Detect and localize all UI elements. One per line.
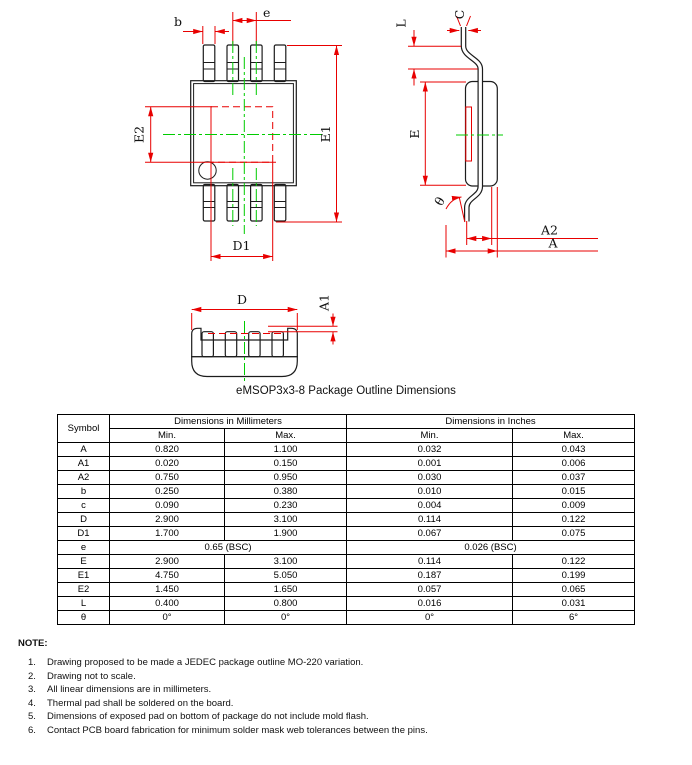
- table-cell: b: [58, 485, 110, 499]
- table-cell: 1.700: [110, 527, 225, 541]
- package-body-top-view: [191, 81, 297, 186]
- table-cell: 0.067: [347, 527, 513, 541]
- note-item: [18, 670, 428, 684]
- table-row: [58, 513, 635, 527]
- dim-label-C: C: [452, 9, 467, 20]
- table-row: [58, 527, 635, 541]
- exposed-pad-side: [466, 107, 472, 161]
- table-cell: 0.950: [225, 471, 347, 485]
- table-cell: 0.057: [347, 583, 513, 597]
- table-cell: 6°: [513, 611, 635, 625]
- note-text: Drawing proposed to be made a JEDEC package outline MO-220 variation.: [47, 657, 364, 668]
- dimension-e: [233, 12, 291, 44]
- dim-label-A2: A2: [541, 222, 558, 238]
- table-row: [58, 555, 635, 569]
- table-cell: 0.199: [513, 569, 635, 583]
- notes-list: [18, 656, 428, 737]
- table-cell: 0.065: [513, 583, 635, 597]
- table-cell: 0.750: [110, 471, 225, 485]
- side-view: [394, 10, 599, 258]
- table-cell: 0.800: [225, 597, 347, 611]
- table-cell: 2.900: [110, 513, 225, 527]
- table-header-row: [58, 415, 635, 429]
- package-drawings: [0, 0, 692, 382]
- table-cell: 0.090: [110, 499, 225, 513]
- header-millimeters: Dimensions in Millimeters: [110, 415, 347, 429]
- table-cell: E1: [58, 569, 110, 583]
- dimension-E: [420, 82, 466, 185]
- dim-label-E1: E1: [318, 125, 333, 143]
- header-in-max: Max.: [513, 429, 635, 443]
- table-cell: 0.380: [225, 485, 347, 499]
- page-title: eMSOP3x3-8 Package Outline Dimensions: [236, 385, 456, 397]
- header-mm-min: Min.: [110, 429, 225, 443]
- header-symbol: Symbol: [58, 415, 110, 443]
- table-cell: 0.122: [513, 513, 635, 527]
- table-cell: 0.015: [513, 485, 635, 499]
- table-cell: 0°: [225, 611, 347, 625]
- table-cell: E2: [58, 583, 110, 597]
- dim-label-theta: θ: [431, 194, 448, 209]
- dim-label-E: E: [407, 129, 422, 139]
- table-cell: A: [58, 443, 110, 457]
- table-cell: 0.400: [110, 597, 225, 611]
- table-cell: 0.037: [513, 471, 635, 485]
- dim-label-L: L: [393, 19, 409, 28]
- table-cell: 0°: [110, 611, 225, 625]
- table-cell: 0.026 (BSC): [347, 541, 635, 555]
- table-cell: 3.100: [225, 513, 347, 527]
- table-cell: 0.009: [513, 499, 635, 513]
- table-cell: 0.032: [347, 443, 513, 457]
- leads-front-view: [202, 332, 283, 357]
- table-cell: 0.006: [513, 457, 635, 471]
- table-cell: 2.900: [110, 555, 225, 569]
- table-cell: 1.100: [225, 443, 347, 457]
- table-cell: 0.114: [347, 513, 513, 527]
- table-cell: 0.043: [513, 443, 635, 457]
- table-cell: 0.001: [347, 457, 513, 471]
- dim-label-b: b: [174, 14, 183, 29]
- header-mm-max: Max.: [225, 429, 347, 443]
- table-cell: e: [58, 541, 110, 555]
- table-cell: 0.020: [110, 457, 225, 471]
- header-in-min: Min.: [347, 429, 513, 443]
- table-cell: 0°: [347, 611, 513, 625]
- notes-heading: NOTE:: [18, 638, 48, 649]
- table-cell: 0.187: [347, 569, 513, 583]
- note-number: 2.: [28, 670, 36, 682]
- dimension-A2: [467, 187, 598, 245]
- note-number: 6.: [28, 724, 36, 736]
- note-text: Contact PCB board fabrication for minimum solder mask web tolerances between the pins.: [47, 724, 428, 736]
- table-cell: 1.450: [110, 583, 225, 597]
- table-cell: 1.650: [225, 583, 347, 597]
- dim-label-A1: A1: [316, 294, 332, 311]
- table-cell: 0.004: [347, 499, 513, 513]
- table-row: [58, 611, 635, 625]
- front-view: [192, 292, 338, 381]
- table-row: [58, 569, 635, 583]
- note-item: [18, 683, 428, 697]
- table-cell: L: [58, 597, 110, 611]
- table-cell: D1: [58, 527, 110, 541]
- centerlines-top-view: [163, 41, 323, 234]
- table-cell: 0.031: [513, 597, 635, 611]
- table-cell: 0.122: [513, 555, 635, 569]
- table-cell: 0.075: [513, 527, 635, 541]
- table-cell: 0.820: [110, 443, 225, 457]
- note-number: 5.: [28, 711, 36, 722]
- dim-label-D: D: [236, 292, 248, 307]
- dimension-table: [57, 414, 635, 625]
- table-cell: A1: [58, 457, 110, 471]
- note-item: [18, 656, 428, 670]
- pin1-indicator: [199, 162, 216, 179]
- note-text: Dimensions of exposed pad on bottom of package do not include mold flash.: [47, 711, 369, 722]
- table-row: [58, 485, 635, 499]
- table-cell: 0.114: [347, 555, 513, 569]
- table-cell: 0.010: [347, 485, 513, 499]
- table-cell: 0.016: [347, 597, 513, 611]
- table-row: [58, 499, 635, 513]
- notes-section: [18, 638, 428, 737]
- top-view: [132, 5, 343, 261]
- table-row: [58, 443, 635, 457]
- table-cell: 5.050: [225, 569, 347, 583]
- note-number: 1.: [28, 657, 36, 668]
- table-cell: 4.750: [110, 569, 225, 583]
- table-cell: A2: [58, 471, 110, 485]
- table-cell: 0.150: [225, 457, 347, 471]
- table-cell: 0.030: [347, 471, 513, 485]
- dimension-b: [183, 26, 229, 44]
- dim-label-A: A: [548, 235, 558, 251]
- note-item: [18, 724, 428, 738]
- dim-label-D1: D1: [232, 238, 251, 253]
- note-text: Drawing not to scale.: [47, 670, 136, 682]
- dimension-table-body: [58, 443, 635, 625]
- note-number: 3.: [28, 684, 36, 695]
- dimension-L: [408, 30, 478, 86]
- note-item: [18, 697, 428, 711]
- table-cell: 1.900: [225, 527, 347, 541]
- table-cell: D: [58, 513, 110, 527]
- table-row: [58, 583, 635, 597]
- dim-label-e: e: [263, 5, 271, 20]
- note-text: Thermal pad shall be soldered on the board.: [47, 697, 234, 709]
- table-cell: c: [58, 499, 110, 513]
- table-cell: E: [58, 555, 110, 569]
- table-row: [58, 471, 635, 485]
- note-item: [18, 710, 428, 724]
- table-cell: θ: [58, 611, 110, 625]
- table-row: [58, 457, 635, 471]
- table-cell: 0.65 (BSC): [110, 541, 347, 555]
- table-cell: 3.100: [225, 555, 347, 569]
- dimension-theta: [446, 197, 465, 222]
- table-subheader-row: [58, 429, 635, 443]
- table-row: [58, 541, 635, 555]
- header-inches: Dimensions in Inches: [347, 415, 635, 429]
- dim-label-E2: E2: [131, 125, 147, 144]
- note-text: All linear dimensions are in millimeters.: [47, 684, 212, 695]
- table-cell: 0.230: [225, 499, 347, 513]
- table-cell: 0.250: [110, 485, 225, 499]
- table-row: [58, 597, 635, 611]
- note-number: 4.: [28, 697, 36, 709]
